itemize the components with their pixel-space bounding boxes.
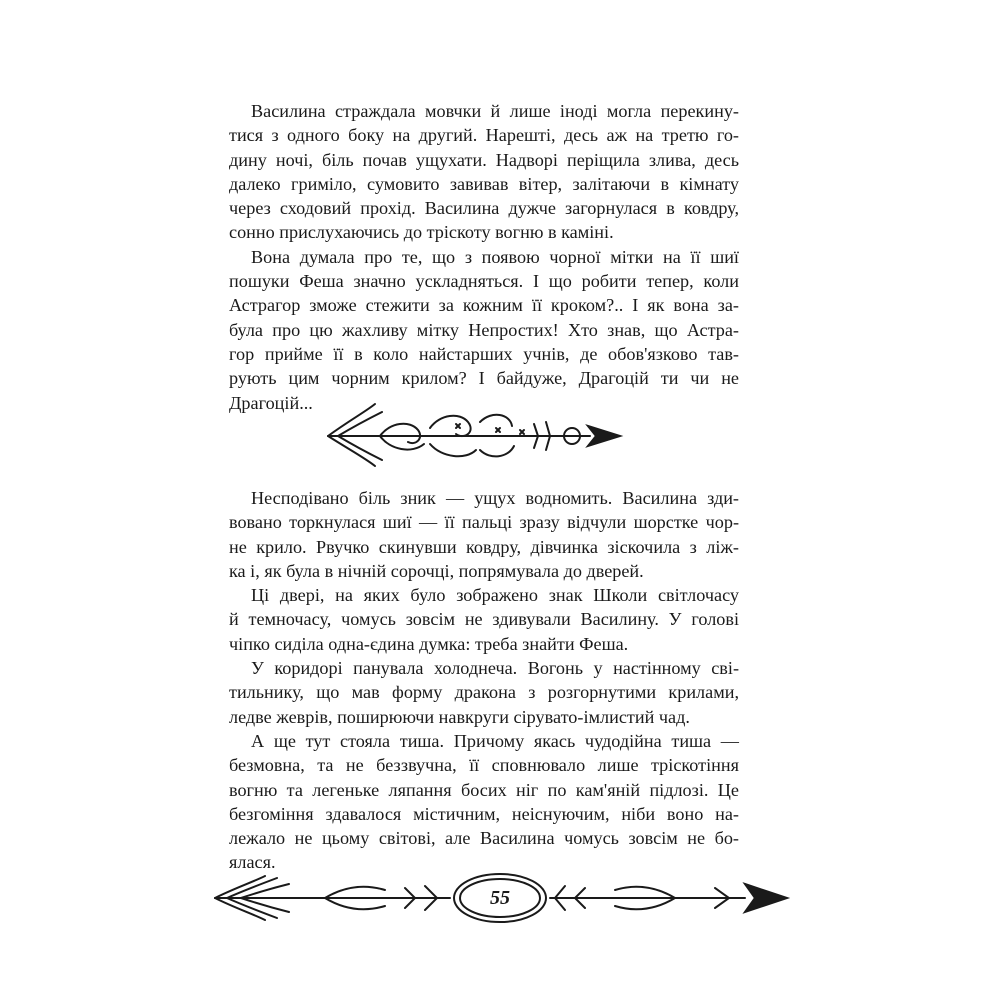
text-line: ледве жеврів, поширюючи навкруги сірувато-імлистий чад.: [229, 706, 690, 727]
text-line: У коридорі панувала холоднеча. Вогонь у настінному сві-: [251, 658, 739, 679]
text-line: пошуки Феша значно ускладняться. І що робити тепер, коли: [229, 271, 739, 292]
text-line: рують цим чорним крилом? І байдуже, Драгоцій ти чи не: [229, 368, 739, 389]
page-number: 55: [490, 887, 510, 909]
text-line: Драгоцій...: [229, 392, 313, 413]
text-line: Несподівано біль зник — ущух водномить. Василина зди-: [251, 488, 739, 508]
text-line: тися з одного боку на другий. Нарешті, десь аж на третю го-: [229, 125, 739, 146]
text-line: Вона думала про те, що з появою чорної мітки на її шиї: [251, 246, 739, 267]
text-block-bottom: [229, 486, 739, 875]
text-line: Василина страждала мовчки й лише іноді могла перекину-: [251, 101, 739, 121]
text-line: ка і, як була в нічній сорочці, попрямувала до дверей.: [229, 560, 644, 581]
text-line: не крило. Рвучко скинувши ковдру, дівчинка зіскочила з ліж-: [229, 536, 739, 557]
text-line: через сходовий прохід. Василина дужче загорнулася в ковдру,: [229, 198, 739, 219]
text-line: ялася.: [229, 852, 276, 873]
arrow-ornament-divider: [320, 400, 630, 472]
text-line: далеко гриміло, сумовито завивав вітер, залітаючи в кімнату: [229, 173, 739, 194]
text-line: лежало не цьому світові, але Василина чомусь зовсім не бо-: [229, 828, 739, 849]
text-line: вовано торкнулася шиї — її пальці зразу відчули шорстке чор-: [229, 512, 739, 533]
text-line: тильнику, що мав форму дракона з розгорнутими крилами,: [229, 682, 739, 703]
text-line: сонно прислухаючись до тріскоту вогню в каміні.: [229, 222, 614, 243]
text-line: дину ночі, біль почав ущухати. Надворі періщила злива, десь: [229, 149, 739, 170]
text-line: Астрагор зможе стежити за кожним її кроком?.. І як вона за-: [229, 295, 739, 316]
text-line: А ще тут стояла тиша. Причому якась чудодійна тиша —: [251, 730, 739, 751]
text-line: чіпко сиділа одна-єдина думка: треба знайти Феша.: [229, 633, 629, 654]
text-line: Ці двері, на яких було зображено знак Школи світлочасу: [251, 585, 739, 606]
text-line: безмовна, та не беззвучна, її сповнювало лише тріскотіння: [229, 755, 739, 776]
text-block-top: [229, 99, 739, 415]
text-line: й темночасу, чомусь зовсім не здивували Василину. У голові: [229, 609, 739, 630]
text-line: безгоміння здавалося містичним, неіснуючим, ніби воно на-: [229, 803, 739, 824]
text-line: вогню та легеньке ляпання босих ніг по кам'яній підлозі. Це: [229, 779, 739, 800]
text-line: була про цю жахливу мітку Непростих! Хто знав, що Астра-: [229, 319, 739, 340]
text-line: гор прийме її в коло найстарших учнів, де обов'язково тав-: [229, 343, 739, 364]
